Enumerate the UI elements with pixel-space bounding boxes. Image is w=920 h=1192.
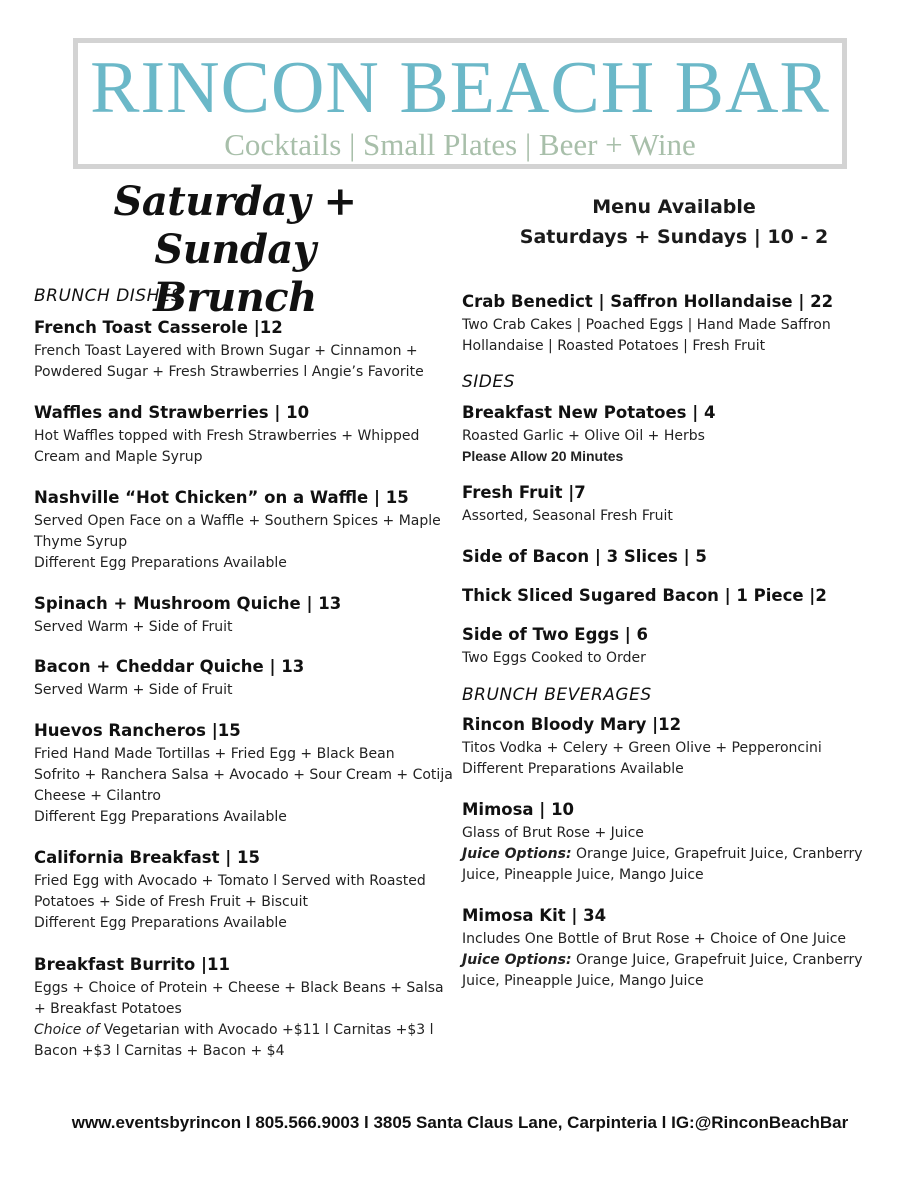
menu-item (34, 954, 446, 1062)
item-description: Served Warm + Side of Fruit (34, 619, 233, 635)
item-description: Glass of Brut Rose + Juice Juice Options: Orange Juice, Grapefruit Juice, Cranberry Juice, Pineapple Juice, Mango Juice (462, 825, 863, 883)
item-description: Roasted Garlic + Olive Oil + Herbs Please Allow 20 Minutes (462, 426, 882, 465)
item-name: Side of Two Eggs | 6 (462, 625, 649, 644)
item-name: Side of Bacon | 3 Slices | 5 (462, 547, 707, 566)
section-brunch-dishes: BRUNCH DISHES (34, 286, 183, 306)
restaurant-subtitle: Cocktails | Small Plates | Beer + Wine (224, 127, 696, 162)
item-name: Huevos Rancheros |15 (34, 721, 241, 740)
item-name: Mimosa Kit | 34 (462, 906, 607, 925)
item-name: California Breakfast | 15 (34, 848, 260, 867)
menu-item (462, 482, 882, 527)
item-name: Waffles and Strawberries | 10 (34, 403, 310, 422)
item-name: Crab Benedict | Saffron Hollandaise | 22 (462, 292, 834, 311)
menu-item (34, 656, 446, 701)
menu-item (462, 624, 882, 669)
menu-item (462, 714, 882, 780)
item-description: Two Eggs Cooked to Order (462, 650, 646, 666)
menu-item (462, 905, 882, 992)
item-description: Served Warm + Side of Fruit (34, 682, 233, 698)
brunch-title-line1: Saturday + Sunday (113, 178, 357, 273)
menu-item (34, 487, 446, 574)
item-description: Eggs + Choice of Protein + Cheese + Black Beans + Salsa + Breakfast Potatoes Choice of Vegetarian with Avocado +$11 l Carnitas +$3 l Bacon +$3 l Carnitas + Bacon + $4 (34, 980, 444, 1059)
item-name: Bacon + Cheddar Quiche | 13 (34, 657, 305, 676)
restaurant-title: RINCON BEACH BAR (90, 47, 830, 129)
section-brunch-beverages: BRUNCH BEVERAGES (462, 685, 652, 705)
item-name: Fresh Fruit |7 (462, 483, 586, 502)
prep-time-note: Please Allow 20 Minutes (462, 448, 624, 464)
item-name: Mimosa | 10 (462, 800, 575, 819)
choice-label: Choice of (34, 1022, 100, 1038)
availability-line1: Menu Available (592, 196, 756, 218)
item-name: Spinach + Mushroom Quiche | 13 (34, 594, 342, 613)
item-name: Breakfast Burrito |11 (34, 955, 230, 974)
item-description: Assorted, Seasonal Fresh Fruit (462, 508, 673, 524)
menu-item (34, 720, 453, 828)
item-description: Fried Hand Made Tortillas + Fried Egg + Black Bean Sofrito + Ranchera Salsa + Avocado + Sour Cream + Cotija Cheese + Cilantro Different Egg Preparations Available (34, 746, 453, 825)
menu-item (462, 799, 882, 886)
menu-item (462, 402, 882, 465)
menu-item (34, 402, 446, 468)
juice-options-label: Juice Options: (462, 952, 572, 968)
brunch-title-line2: Brunch (153, 274, 317, 321)
juice-options-label: Juice Options: (462, 846, 572, 862)
menu-item (462, 585, 882, 607)
item-description: French Toast Layered with Brown Sugar + Cinnamon + Powdered Sugar + Fresh Strawberries l Angie’s Favorite (34, 343, 424, 380)
menu-item (34, 593, 446, 638)
menu-item (34, 847, 446, 934)
item-description: Fried Egg with Avocado + Tomato l Served with Roasted Potatoes + Side of Fresh Fruit + Biscuit Different Egg Preparations Available (34, 873, 426, 931)
item-description: Titos Vodka + Celery + Green Olive + Pepperoncini Different Preparations Available (462, 740, 822, 777)
item-name: Rincon Bloody Mary |12 (462, 715, 682, 734)
menu-item (462, 291, 882, 357)
item-name: Thick Sliced Sugared Bacon | 1 Piece |2 (462, 586, 827, 605)
menu-item (34, 317, 446, 383)
item-description: Hot Waffles topped with Fresh Strawberries + Whipped Cream and Maple Syrup (34, 428, 420, 465)
availability-line2: Saturdays + Sundays | 10 - 2 (519, 226, 829, 248)
item-name: Nashville “Hot Chicken” on a Waffle | 15 (34, 488, 409, 507)
item-name: French Toast Casserole |12 (34, 318, 283, 337)
section-sides: SIDES (462, 372, 515, 392)
availability-note (480, 192, 868, 252)
contact-footer: www.eventsbyrincon l 805.566.9003 l 3805 Santa Claus Lane, Carpinteria l IG:@RinconBeachBar (71, 1113, 849, 1132)
item-description: Two Crab Cakes | Poached Eggs | Hand Made Saffron Hollandaise | Roasted Potatoes | Fresh Fruit (462, 317, 831, 354)
header-banner (73, 38, 847, 169)
item-description: Served Open Face on a Waffle + Southern Spices + Maple Thyme Syrup Different Egg Preparations Available (34, 513, 441, 571)
item-description: Includes One Bottle of Brut Rose + Choice of One Juice Juice Options: Orange Juice, Grapefruit Juice, Cranberry Juice, Pineapple Juice, Mango Juice (462, 931, 863, 989)
menu-item (462, 546, 882, 568)
item-name: Breakfast New Potatoes | 4 (462, 403, 716, 422)
